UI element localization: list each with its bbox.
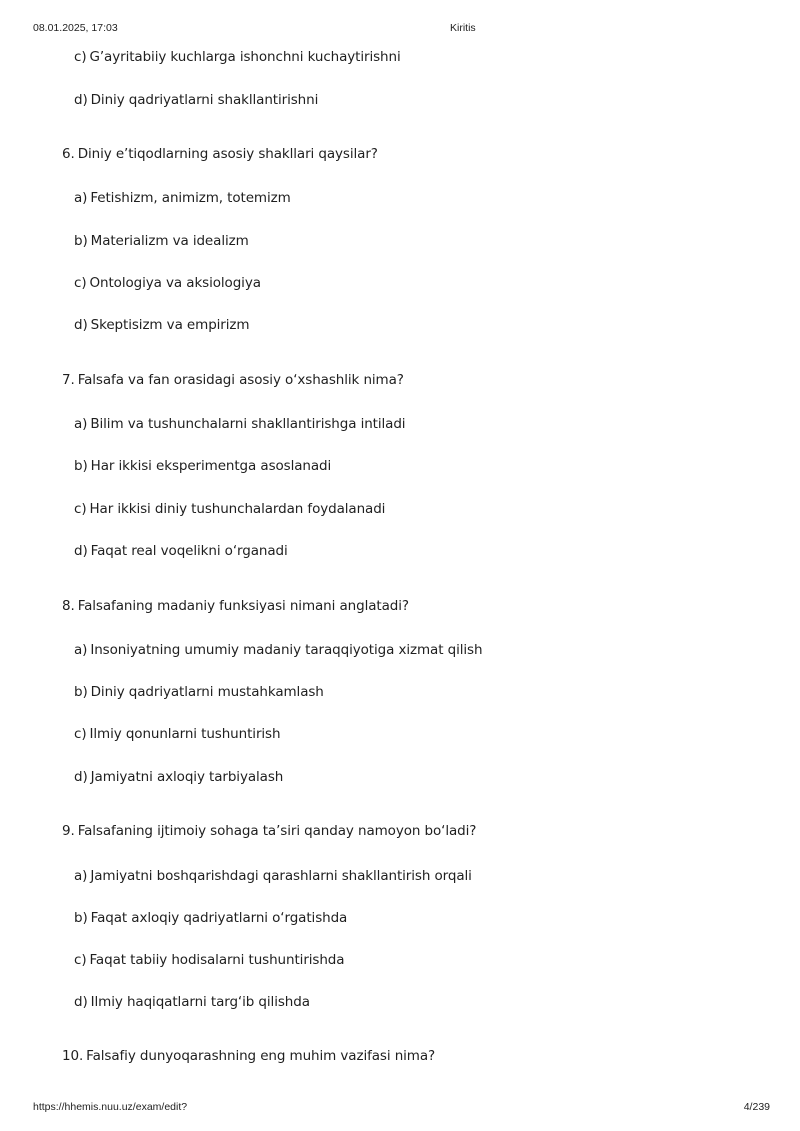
option-text: Har ikkisi eksperimentga asoslanadi (90, 458, 332, 474)
option-line (74, 457, 331, 475)
option-text: Jamiyatni boshqarishdagi qarashlarni shakllantirish orqali (90, 868, 472, 884)
option-mark: c) (74, 275, 87, 291)
option-line (74, 500, 385, 518)
option-text: Fetishizm, animizm, totemizm (90, 190, 291, 206)
option-text: Faqat axloqiy qadriyatlarni o‘rgatishda (90, 910, 348, 926)
option-mark: a) (74, 416, 88, 432)
option-text: Ontologiya va aksiologiya (89, 275, 261, 291)
print-datetime: 08.01.2025, 17:03 (33, 22, 118, 34)
option-line (74, 48, 401, 66)
option-line (74, 232, 249, 250)
option-mark: b) (74, 684, 88, 700)
option-text: Skeptisizm va empirizm (90, 317, 250, 333)
question-6 (62, 145, 378, 163)
option-text: Insoniyatning umumiy madaniy taraqqiyotiga xizmat qilish (90, 642, 483, 658)
option-line (74, 274, 261, 292)
option-text: Ilmiy qonunlarni tushuntirish (89, 726, 281, 742)
page-number: 4/239 (743, 1101, 770, 1113)
option-mark: b) (74, 910, 88, 926)
option-mark: a) (74, 190, 88, 206)
question-7 (62, 371, 404, 389)
question-text: Falsafaning madaniy funksiyasi nimani anglatadi? (77, 598, 409, 614)
option-mark: c) (74, 49, 87, 65)
print-header (0, 22, 800, 36)
question-text: Falsafa va fan orasidagi asosiy o‘xshashlik nima? (77, 372, 404, 388)
option-mark: d) (74, 92, 88, 108)
question-10 (62, 1047, 435, 1065)
option-mark: a) (74, 642, 88, 658)
option-text: G’ayritabiiy kuchlarga ishonchni kuchaytirishni (89, 49, 401, 65)
option-text: Har ikkisi diniy tushunchalardan foydalanadi (89, 501, 386, 517)
option-mark: d) (74, 994, 88, 1010)
option-text: Materializm va idealizm (90, 233, 249, 249)
print-url: https://hhemis.nuu.uz/exam/edit? (33, 1101, 188, 1113)
option-line (74, 867, 472, 885)
option-text: Faqat tabiiy hodisalarni tushuntirishda (89, 952, 345, 968)
option-line (74, 909, 347, 927)
option-mark: b) (74, 233, 88, 249)
option-line (74, 683, 324, 701)
option-line (74, 189, 291, 207)
question-text: Falsafiy dunyoqarashning eng muhim vazifasi nima? (86, 1048, 436, 1064)
option-text: Faqat real voqelikni o‘rganadi (90, 543, 288, 559)
question-number: 6. (62, 146, 75, 162)
option-mark: c) (74, 501, 87, 517)
option-line (74, 951, 344, 969)
question-9 (62, 822, 476, 840)
option-mark: c) (74, 726, 87, 742)
option-text: Diniy qadriyatlarni shakllantirishni (90, 92, 319, 108)
option-text: Bilim va tushunchalarni shakllantirishga intiladi (90, 416, 406, 432)
print-footer (0, 1101, 800, 1115)
option-line (74, 415, 405, 433)
option-line (74, 316, 249, 334)
question-number: 10. (62, 1048, 84, 1064)
option-mark: a) (74, 868, 88, 884)
option-mark: d) (74, 317, 88, 333)
option-text: Ilmiy haqiqatlarni targ‘ib qilishda (90, 994, 310, 1010)
option-text: Diniy qadriyatlarni mustahkamlash (90, 684, 324, 700)
option-text: Jamiyatni axloqiy tarbiyalash (90, 769, 284, 785)
question-8 (62, 597, 409, 615)
option-mark: c) (74, 952, 87, 968)
option-line (74, 542, 288, 560)
question-number: 8. (62, 598, 75, 614)
option-mark: d) (74, 543, 88, 559)
question-number: 9. (62, 823, 75, 839)
option-mark: d) (74, 769, 88, 785)
question-text: Falsafaning ijtimoiy sohaga ta’siri qanday namoyon bo‘ladi? (77, 823, 477, 839)
option-line (74, 641, 482, 659)
option-line (74, 725, 280, 743)
option-mark: b) (74, 458, 88, 474)
option-line (74, 993, 310, 1011)
option-line (74, 768, 283, 786)
print-page-title: Kiritis (450, 22, 476, 34)
option-line (74, 91, 318, 109)
question-number: 7. (62, 372, 75, 388)
question-text: Diniy e’tiqodlarning asosiy shakllari qaysilar? (77, 146, 378, 162)
